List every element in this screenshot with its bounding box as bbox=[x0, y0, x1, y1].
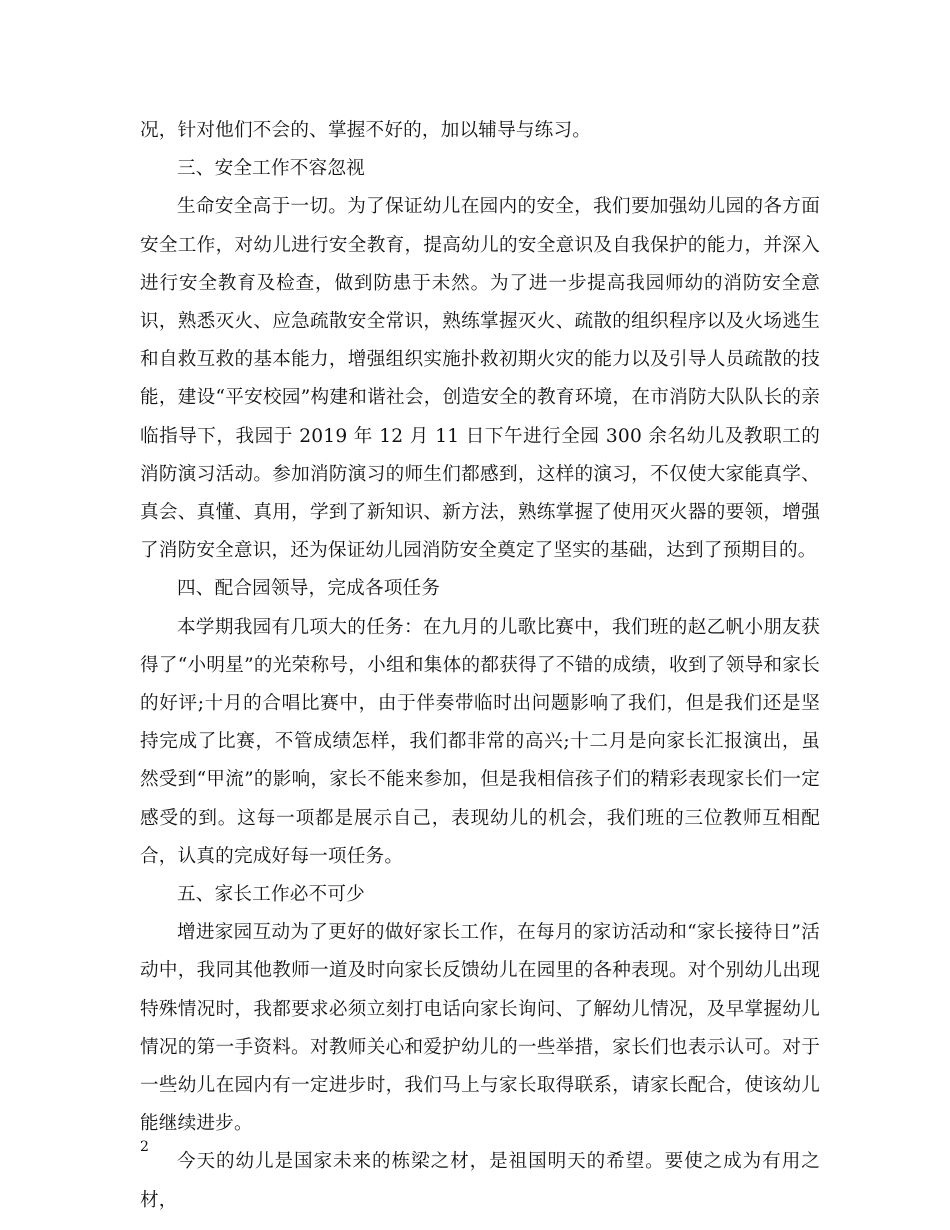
paragraph-parents: 增进家园互动为了更好的做好家长工作，在每月的家访活动和“家长接待日”活动中，我同其他教师一道及时向家长反馈幼儿在园里的各种表现。对个别幼儿出现特殊情况时，我都要求必须立刻打电话向家长询问、了解幼儿情况，及早掌握幼儿情况的第一手资料。对教师关心和爱护幼儿的一些举措，家长们也表示认可。对于一些幼儿在园内有一定进步时，我们马上与家长取得联系，请家长配合，使该幼儿能继续进步。 bbox=[140, 922, 820, 1135]
paragraph-safety: 生命安全高于一切。为了保证幼儿在园内的安全，我们要加强幼儿园的各方面安全工作，对幼儿进行安全教育，提高幼儿的安全意识及自我保护的能力，并深入进行安全教育及检查，做到防患于未然。为了进一步提高我园师幼的消防安全意识，熟悉灭火、应急疏散安全常识，熟练掌握灭火、疏散的组织程序以及火场逃生和自救互救的基本能力，增强组织实施扑救初期火灾的能力以及引导人员疏散的技能，建设“平安校园”构建和谐社会，创造安全的教育环境，在市消防大队队长的亲临指导下，我园于 2019 年 12 月 11 日下午进行全园 300 余名幼儿及教职工的消防演习活动。参加消防演习的师生们都感到，这样的演习，不仅使大家能真学、真会、真懂、真用，学到了新知识、新方法，熟练掌握了使用灭火器的要领，增强了消防安全意识，还为保证幼儿园消防安全奠定了坚实的基础，达到了预期目的。 bbox=[140, 196, 820, 562]
paragraph-continuation: 况，针对他们不会的、掌握不好的，加以辅导与练习。 bbox=[140, 120, 592, 141]
section-heading-parents: 五、家长工作必不可少 bbox=[177, 884, 365, 906]
paragraph-tasks: 本学期我园有几项大的任务：在九月的儿歌比赛中，我们班的赵乙帆小朋友获得了“小明星”的光荣称号，小组和集体的都获得了不错的成绩，收到了领导和家长的好评;十月的合唱比赛中，由于伴奏带临时出问题影响了我们，但是我们还是坚持完成了比赛，不管成绩怎样，我们都非常的高兴;十二月是向家长汇报演出，虽然受到“甲流”的影响，家长不能来参加，但是我相信孩子们的精彩表现家长们一定感受的到。这每一项都是展示自己，表现幼儿的机会，我们班的三位教师互相配合，认真的完成好每一项任务。 bbox=[140, 616, 820, 867]
page-number: 2 bbox=[140, 1139, 149, 1155]
document-body bbox=[140, 112, 820, 1220]
section-heading-tasks: 四、配合园领导，完成各项任务 bbox=[177, 578, 441, 600]
paragraph-closing: 今天的幼儿是国家未来的栋梁之材，是祖国明天的希望。要使之成为有用之材， bbox=[140, 1151, 820, 1211]
section-heading-safety: 三、安全工作不容忽视 bbox=[177, 158, 365, 180]
